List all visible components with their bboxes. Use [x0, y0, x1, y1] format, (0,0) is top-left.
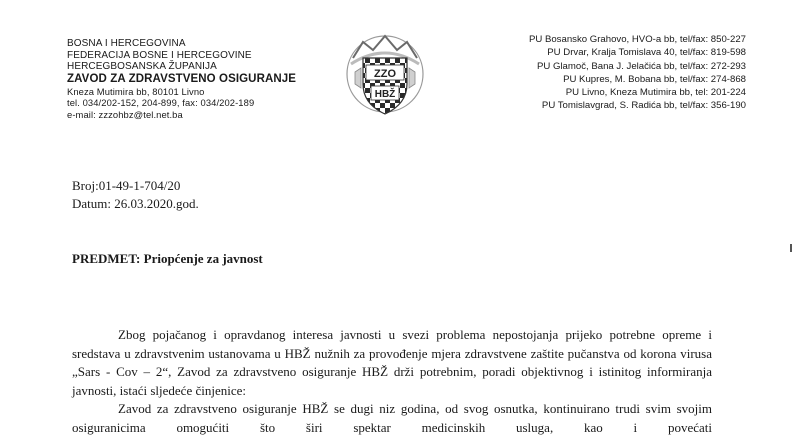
- document-body: [72, 326, 712, 438]
- body-paragraph: Zbog pojačanog i opravdanog interesa javnosti u svezi problema nepostojanja prijeko potrebne opreme i sredstava u zdravstvenim ustanovama u HBŽ nužnih za provođenje mjera zdravstvene zaštite pučanstva od korona virusa „Sars - Cov – 2“, Zavod za zdravstveno osiguranje HBŽ drži potrebnim, poradi objektivnog i istinitog informiranja javnosti, istaći sljedeće činjenice:: [72, 327, 712, 398]
- branch-office-item: PU Bosansko Grahovo, HVO-a bb, tel/fax: 850-227: [528, 34, 746, 45]
- header-federation: FEDERACIJA BOSNE I HERCEGOVINE: [67, 49, 252, 61]
- header-phone: tel. 034/202-152, 204-899, fax: 034/202-189: [67, 97, 255, 109]
- branch-offices-list: [440, 33, 746, 113]
- document-reference: [72, 177, 199, 213]
- branch-office-item: PU Livno, Kneza Mutimira bb, tel: 201-224: [565, 87, 746, 99]
- logo-text-bottom: HBŽ: [374, 89, 396, 100]
- header-email: e-mail: zzzohbz@tel.net.ba: [67, 108, 183, 120]
- logo-text-top: ZZO: [374, 68, 396, 80]
- institution-header: [67, 38, 357, 120]
- scan-margin-mark: [790, 244, 792, 252]
- branch-office-item: PU Tomislavgrad, S. Radića bb, tel/fax: 356-190: [541, 100, 746, 112]
- document-date: Datum: 26.03.2020.god.: [72, 196, 199, 211]
- shield-logo-icon: [335, 28, 435, 120]
- branch-office-item: PU Drvar, Kralja Tomislava 40, tel/fax: 819-598: [547, 47, 746, 59]
- branch-office-item: PU Kupres, M. Bobana bb, tel/fax: 274-868: [563, 73, 746, 85]
- branch-office-item: PU Glamoč, Bana J. Jelačića bb, tel/fax: 272-293: [536, 60, 746, 72]
- body-paragraph: Zavod za zdravstveno osiguranje HBŽ se dugi niz godina, od svog osnutka, kontinuirano trudi svim svojim osiguranicima omogućiti što širi spektar medicinskih usluga, kao i povećati: [72, 401, 712, 435]
- header-address: Kneza Mutimira bb, 80101 Livno: [67, 85, 205, 97]
- subject-label: PREDMET:: [72, 251, 141, 266]
- subject-text: Priopćenje za javnost: [143, 251, 263, 266]
- document-subject: [72, 251, 263, 267]
- document-number: Broj:01-49-1-704/20: [72, 178, 181, 193]
- header-canton: HERCEGBOSANSKA ŽUPANIJA: [67, 61, 217, 73]
- header-country: BOSNA I HERCEGOVINA: [67, 38, 186, 49]
- header-institution-name: ZAVOD ZA ZDRAVSTVENO OSIGURANJE: [67, 72, 297, 85]
- institution-logo: [335, 28, 435, 120]
